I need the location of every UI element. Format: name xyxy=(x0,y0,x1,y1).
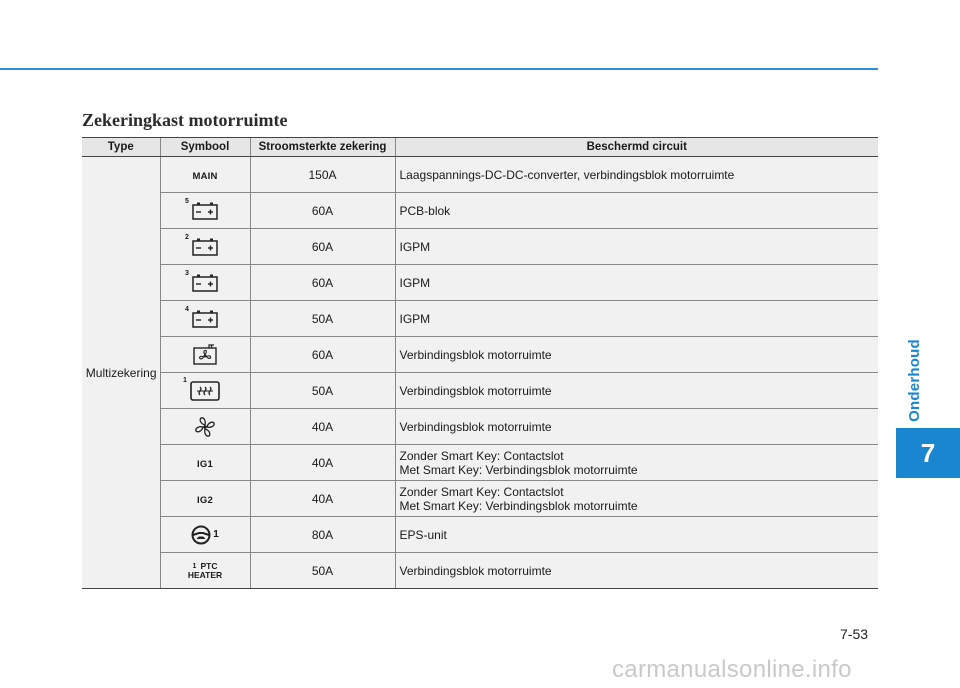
amperage-cell: 50A xyxy=(250,301,395,337)
amperage-cell: 50A xyxy=(250,373,395,409)
section-side-label xyxy=(896,330,932,430)
battery-icon xyxy=(192,274,218,292)
fuse-table xyxy=(82,137,878,589)
symbol-cell xyxy=(160,517,250,553)
symbol-superscript: 3 xyxy=(185,269,189,277)
circuit-cell xyxy=(395,265,878,301)
amperage-cell: 60A xyxy=(250,337,395,373)
symbol-superscript: 4 xyxy=(185,305,189,313)
amperage-cell: 40A xyxy=(250,445,395,481)
header-circuit: Beschermd circuit xyxy=(395,138,878,157)
amperage-cell: 40A xyxy=(250,409,395,445)
symbol-superscript: 1 xyxy=(183,376,187,384)
circuit-cell xyxy=(395,373,878,409)
symbol-line: HEATER xyxy=(187,569,223,580)
symbol-line: PTC xyxy=(200,560,218,571)
table-header-row xyxy=(82,138,878,157)
symbol-cell xyxy=(160,193,250,229)
circuit-line: Zonder Smart Key: Contactslot xyxy=(399,448,564,463)
circuit-cell xyxy=(395,229,878,265)
circuit-cell xyxy=(395,445,878,481)
symbol-cell xyxy=(160,481,250,517)
amperage-cell: 80A xyxy=(250,517,395,553)
symbol-cell xyxy=(160,265,250,301)
amperage-cell: 60A xyxy=(250,193,395,229)
table-row xyxy=(82,373,878,409)
amperage-cell: 50A xyxy=(250,553,395,589)
amperage-cell: 60A xyxy=(250,265,395,301)
symbol-cell xyxy=(160,553,250,589)
amperage-cell: 150A xyxy=(250,157,395,193)
amperage-cell: 60A xyxy=(250,229,395,265)
circuit-cell xyxy=(395,193,878,229)
header-amperage: Stroomsterkte zekering xyxy=(250,138,395,157)
circuit-line: IGPM xyxy=(399,275,431,290)
page-title: Zekeringkast motorruimte xyxy=(82,110,288,130)
blower-fan-icon xyxy=(193,415,217,439)
circuit-cell xyxy=(395,337,878,373)
symbol-cell xyxy=(160,373,250,409)
circuit-line: Laagspannings-DC-DC-converter, verbindingsblok motorruimte xyxy=(399,167,735,182)
symbol-superscript: 5 xyxy=(185,197,189,205)
ptc-heater-label xyxy=(161,562,250,580)
symbol-cell xyxy=(160,301,250,337)
table-row xyxy=(82,409,878,445)
battery-icon xyxy=(192,238,218,256)
circuit-line: Met Smart Key: Verbindingsblok motorruimte xyxy=(399,498,638,513)
rear-defrost-icon xyxy=(190,381,220,401)
circuit-cell xyxy=(395,553,878,589)
battery-icon xyxy=(192,202,218,220)
section-label-text: Onderhoud xyxy=(905,338,923,422)
type-cell: Multizekering xyxy=(82,157,160,589)
circuit-line: Verbindingsblok motorruimte xyxy=(399,563,552,578)
battery-icon xyxy=(192,310,218,328)
symbol-cell xyxy=(160,337,250,373)
steering-wheel-icon xyxy=(191,525,211,545)
symbol-cell xyxy=(160,229,250,265)
symbol-label: IG2 xyxy=(197,494,213,506)
symbol-cell xyxy=(160,445,250,481)
circuit-cell xyxy=(395,409,878,445)
watermark: carmanualsonline.info xyxy=(612,656,852,683)
circuit-line: PCB-blok xyxy=(399,203,451,218)
circuit-line: IGPM xyxy=(399,311,431,326)
table-row xyxy=(82,229,878,265)
symbol-cell xyxy=(160,409,250,445)
symbol-cell xyxy=(160,157,250,193)
circuit-cell xyxy=(395,517,878,553)
top-rule xyxy=(0,68,878,70)
symbol-superscript: 1 xyxy=(192,562,197,570)
header-symbol: Symbool xyxy=(160,138,250,157)
circuit-line: Verbindingsblok motorruimte xyxy=(399,419,552,434)
table-row xyxy=(82,337,878,373)
amperage-cell: 40A xyxy=(250,481,395,517)
chapter-number-badge: 7 xyxy=(896,428,960,478)
circuit-line: Met Smart Key: Verbindingsblok motorruimte xyxy=(399,462,638,477)
coolant-fan-icon xyxy=(192,344,218,366)
symbol-label: IG1 xyxy=(197,458,213,470)
header-type: Type xyxy=(82,138,160,157)
page-number: 7-53 xyxy=(840,626,869,642)
table-row xyxy=(82,517,878,553)
symbol-label: MAIN xyxy=(192,170,218,182)
table-row xyxy=(82,301,878,337)
symbol-superscript: 2 xyxy=(185,233,189,241)
table-row xyxy=(82,157,878,193)
table-row xyxy=(82,553,878,589)
table-row xyxy=(82,481,878,517)
circuit-cell xyxy=(395,301,878,337)
table-row xyxy=(82,445,878,481)
circuit-line: EPS-unit xyxy=(399,527,447,542)
circuit-cell xyxy=(395,157,878,193)
table-row xyxy=(82,265,878,301)
circuit-cell xyxy=(395,481,878,517)
symbol-number: 1 xyxy=(213,529,219,540)
circuit-line: Zonder Smart Key: Contactslot xyxy=(399,484,564,499)
circuit-line: IGPM xyxy=(399,239,431,254)
circuit-line: Verbindingsblok motorruimte xyxy=(399,383,552,398)
table-row xyxy=(82,193,878,229)
circuit-line: Verbindingsblok motorruimte xyxy=(399,347,552,362)
